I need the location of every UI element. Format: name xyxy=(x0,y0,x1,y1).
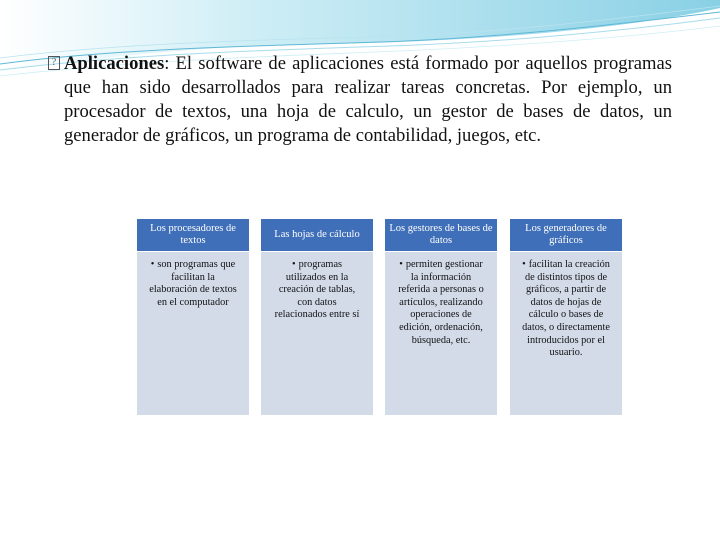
paragraph-term: Aplicaciones xyxy=(64,53,165,74)
card-body xyxy=(137,252,249,415)
card-generadores-graficos xyxy=(510,219,622,415)
card-text: facilitan la creación de distintos tipos de gráficos, a partir de datos de hojas de cálculo o bases de datos, o directamente introducidos por el usuario. xyxy=(522,259,610,359)
main-paragraph xyxy=(48,52,672,148)
card-body xyxy=(510,252,622,415)
card-text: son programas que facilitan la elaboración de textos en el computador xyxy=(149,259,237,308)
bullet-dot: • xyxy=(291,259,296,270)
application-types-diagram xyxy=(137,219,622,415)
card-procesadores xyxy=(137,219,249,415)
bullet-dot: • xyxy=(150,259,155,270)
paragraph-separator: : xyxy=(164,53,170,74)
card-text: permiten gestionar la información referida a personas o artículos, realizando operaciones de edición, ordenación, búsqueda, etc. xyxy=(398,259,484,346)
card-gestores-bd xyxy=(385,219,497,415)
card-title: Las hojas de cálculo xyxy=(261,219,373,251)
paragraph-body: El software de aplicaciones está formado por aquellos programas que han sido desarrollados para realizar tareas concretas. Por ejemplo, un procesador de textos, una hoja de calculo, un gestor de bases de datos, un generador de gráficos, un programa de contabilidad, juegos, etc. xyxy=(64,53,672,146)
card-body xyxy=(261,252,373,415)
card-text: programas utilizados en la creación de tablas, con datos relacionados entre sí xyxy=(274,259,360,321)
card-body xyxy=(385,252,497,415)
paragraph-text xyxy=(48,52,672,148)
card-title: Los gestores de bases de datos xyxy=(385,219,497,251)
card-title: Los procesadores de textos xyxy=(137,219,249,251)
square-bullet-icon: ? xyxy=(48,56,60,70)
bullet-dot: • xyxy=(399,259,403,270)
bullet-dot: • xyxy=(522,259,526,270)
card-title: Los generadores de gráficos xyxy=(510,219,622,251)
card-hojas-calculo xyxy=(261,219,373,415)
